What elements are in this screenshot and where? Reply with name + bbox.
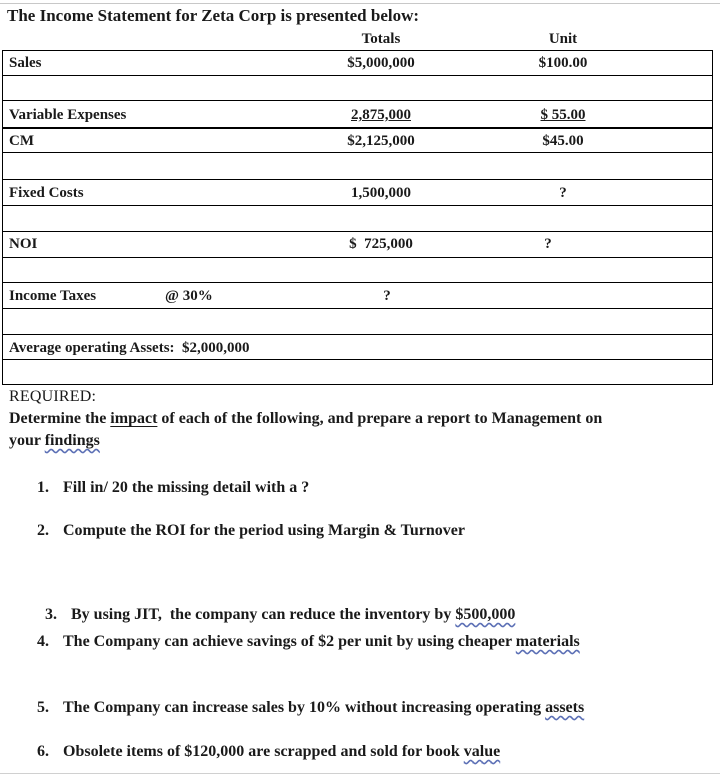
document-title: The Income Statement for Zeta Corp is presented below: [7,6,420,25]
required-instructions [9,408,709,452]
income-statement-table [2,50,713,385]
page-top-border [0,3,720,4]
row-label-noi: NOI [9,236,38,252]
average-operating-assets: Average operating Assets: $2,000,000 [9,340,250,356]
table-rule [2,231,713,232]
item-emphasis: value [463,743,501,760]
item-text: Obsolete items of $120,000 are scrapped and sold for book [63,743,464,760]
item-emphasis: $500,000 [455,606,516,623]
instruction-text: Determine the [9,410,111,427]
table-rule [2,334,713,335]
item-number: 4. [37,633,49,650]
item-emphasis: assets [545,699,585,716]
table-rule [2,75,713,76]
row-label-cm: CM [9,133,34,149]
list-item [37,522,465,540]
table-rule [2,179,713,180]
income-tax-rate: @ 30% [165,288,213,304]
table-rule [2,282,713,283]
fixed-costs-unit: ? [559,185,567,201]
item-number: 2. [37,522,49,539]
noi-total: $ 725,000 [349,236,413,252]
column-header-totals: Totals [361,31,401,47]
table-rule [2,257,713,258]
income-taxes-total: ? [383,288,391,304]
required-section [9,386,709,452]
table-rule [2,50,713,51]
sales-unit: $100.00 [538,55,588,71]
row-label-sales: Sales [9,55,42,71]
noi-unit: ? [544,236,552,252]
table-rule [2,127,713,129]
row-label-variable-expenses: Variable Expenses [9,107,127,123]
item-emphasis: materials [515,633,580,650]
column-header-unit: Unit [548,31,578,47]
required-heading: REQUIRED: [9,388,97,405]
item-text: Compute the ROI for the period using Margin & Turnover [63,522,465,539]
variable-expenses-unit: $ 55.00 [540,107,586,123]
item-text: The Company can achieve savings of $2 per unit by using cheaper [63,633,516,650]
cm-unit: $45.00 [542,133,584,149]
item-number: 3. [45,606,57,623]
list-item [37,633,580,651]
list-item [37,699,584,717]
instruction-findings: findings [44,432,100,449]
fixed-costs-total: 1,500,000 [351,185,411,201]
list-item [37,479,309,497]
sales-total: $5,000,000 [347,55,415,71]
item-text: The Company can increase sales by 10% without increasing operating [63,699,546,716]
item-text: By using JIT, the company can reduce the inventory by [71,606,456,623]
table-rule [2,152,713,153]
table-rule [2,100,713,101]
table-rule [2,384,713,385]
cm-total: $2,125,000 [347,133,415,149]
item-text: Fill in/ 20 the missing detail with a ? [63,479,310,496]
page-bottom-border [0,773,720,774]
item-number: 1. [37,479,49,496]
list-item [37,588,515,624]
instruction-text: of each of the following, and prepare a report to Management on [157,410,603,427]
table-rule [2,308,713,309]
list-item [37,743,500,761]
row-label-fixed-costs: Fixed Costs [9,185,84,201]
instruction-text: your [9,432,45,449]
item-number: 6. [37,743,49,760]
table-rule [2,205,713,206]
table-rule [2,359,713,360]
item-number: 5. [37,699,49,716]
instruction-impact: impact [110,410,158,427]
row-label-income-taxes: Income Taxes [9,288,97,304]
variable-expenses-total: 2,875,000 [351,107,411,123]
